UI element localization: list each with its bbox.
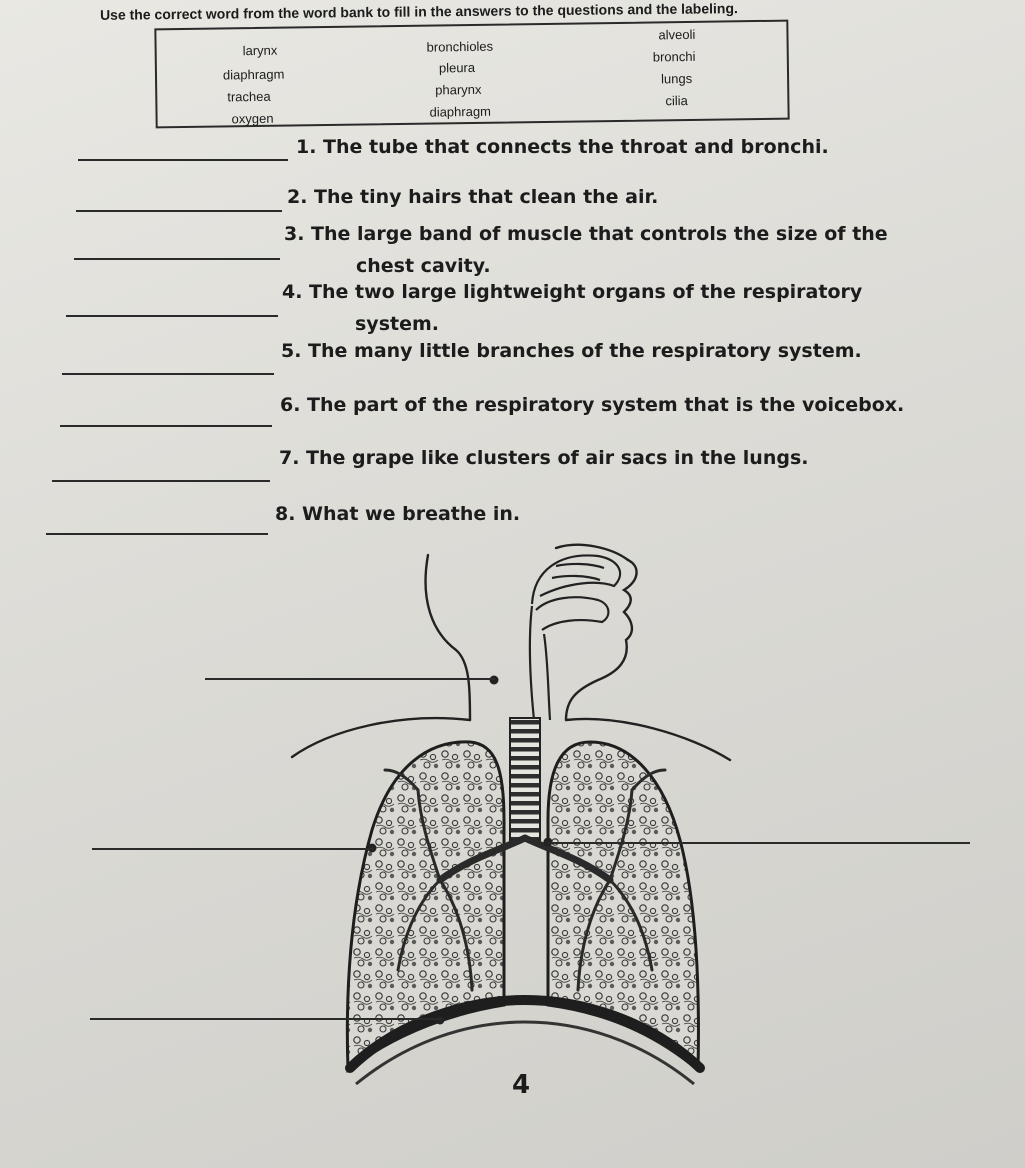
label-line-2[interactable]	[92, 848, 374, 850]
question-7-text: 7. The grape like clusters of air sacs in the lungs.	[279, 447, 809, 469]
trachea	[510, 718, 540, 840]
question-8-text: 8. What we breathe in.	[275, 503, 521, 525]
word-oxygen: oxygen	[231, 110, 274, 127]
word-diaphragm-2: diaphragm	[429, 103, 492, 120]
label-line-4[interactable]	[90, 1018, 442, 1020]
question-5-text: 5. The many little branches of the respiratory system.	[281, 340, 862, 362]
label-dot-lower	[436, 1016, 445, 1025]
word-cilia: cilia	[665, 92, 688, 109]
question-4-text-cont: system.	[355, 313, 439, 335]
label-line-3[interactable]	[548, 842, 970, 844]
word-diaphragm: diaphragm	[222, 66, 285, 83]
diagram-label-4: 4	[512, 1070, 531, 1100]
question-3-text-cont: chest cavity.	[356, 255, 491, 277]
question-2-text: 2. The tiny hairs that clean the air.	[287, 186, 659, 208]
word-larynx: larynx	[242, 42, 278, 59]
label-line-1[interactable]	[205, 678, 495, 680]
back-of-head-line	[426, 555, 470, 720]
word-pleura: pleura	[438, 59, 476, 76]
question-3-text: 3. The large band of muscle that controls the size of the	[284, 223, 888, 245]
word-trachea: trachea	[227, 88, 271, 105]
instructions: Use the correct word from the word bank to fill in the answers to the questions and the labeling.	[99, 0, 738, 23]
label-dot-pharynx	[490, 676, 499, 685]
question-4-text: 4. The two large lightweight organs of the respiratory	[282, 281, 863, 303]
word-bronchi: bronchi	[652, 48, 696, 65]
word-lungs: lungs	[660, 70, 693, 87]
question-1-text: 1. The tube that connects the throat and bronchi.	[296, 136, 829, 158]
face-profile	[556, 545, 637, 720]
word-bronchioles: bronchioles	[426, 38, 494, 55]
question-6-text: 6. The part of the respiratory system that is the voicebox.	[280, 394, 905, 416]
word-alveoli: alveoli	[658, 26, 696, 43]
word-pharynx: pharynx	[435, 81, 482, 98]
